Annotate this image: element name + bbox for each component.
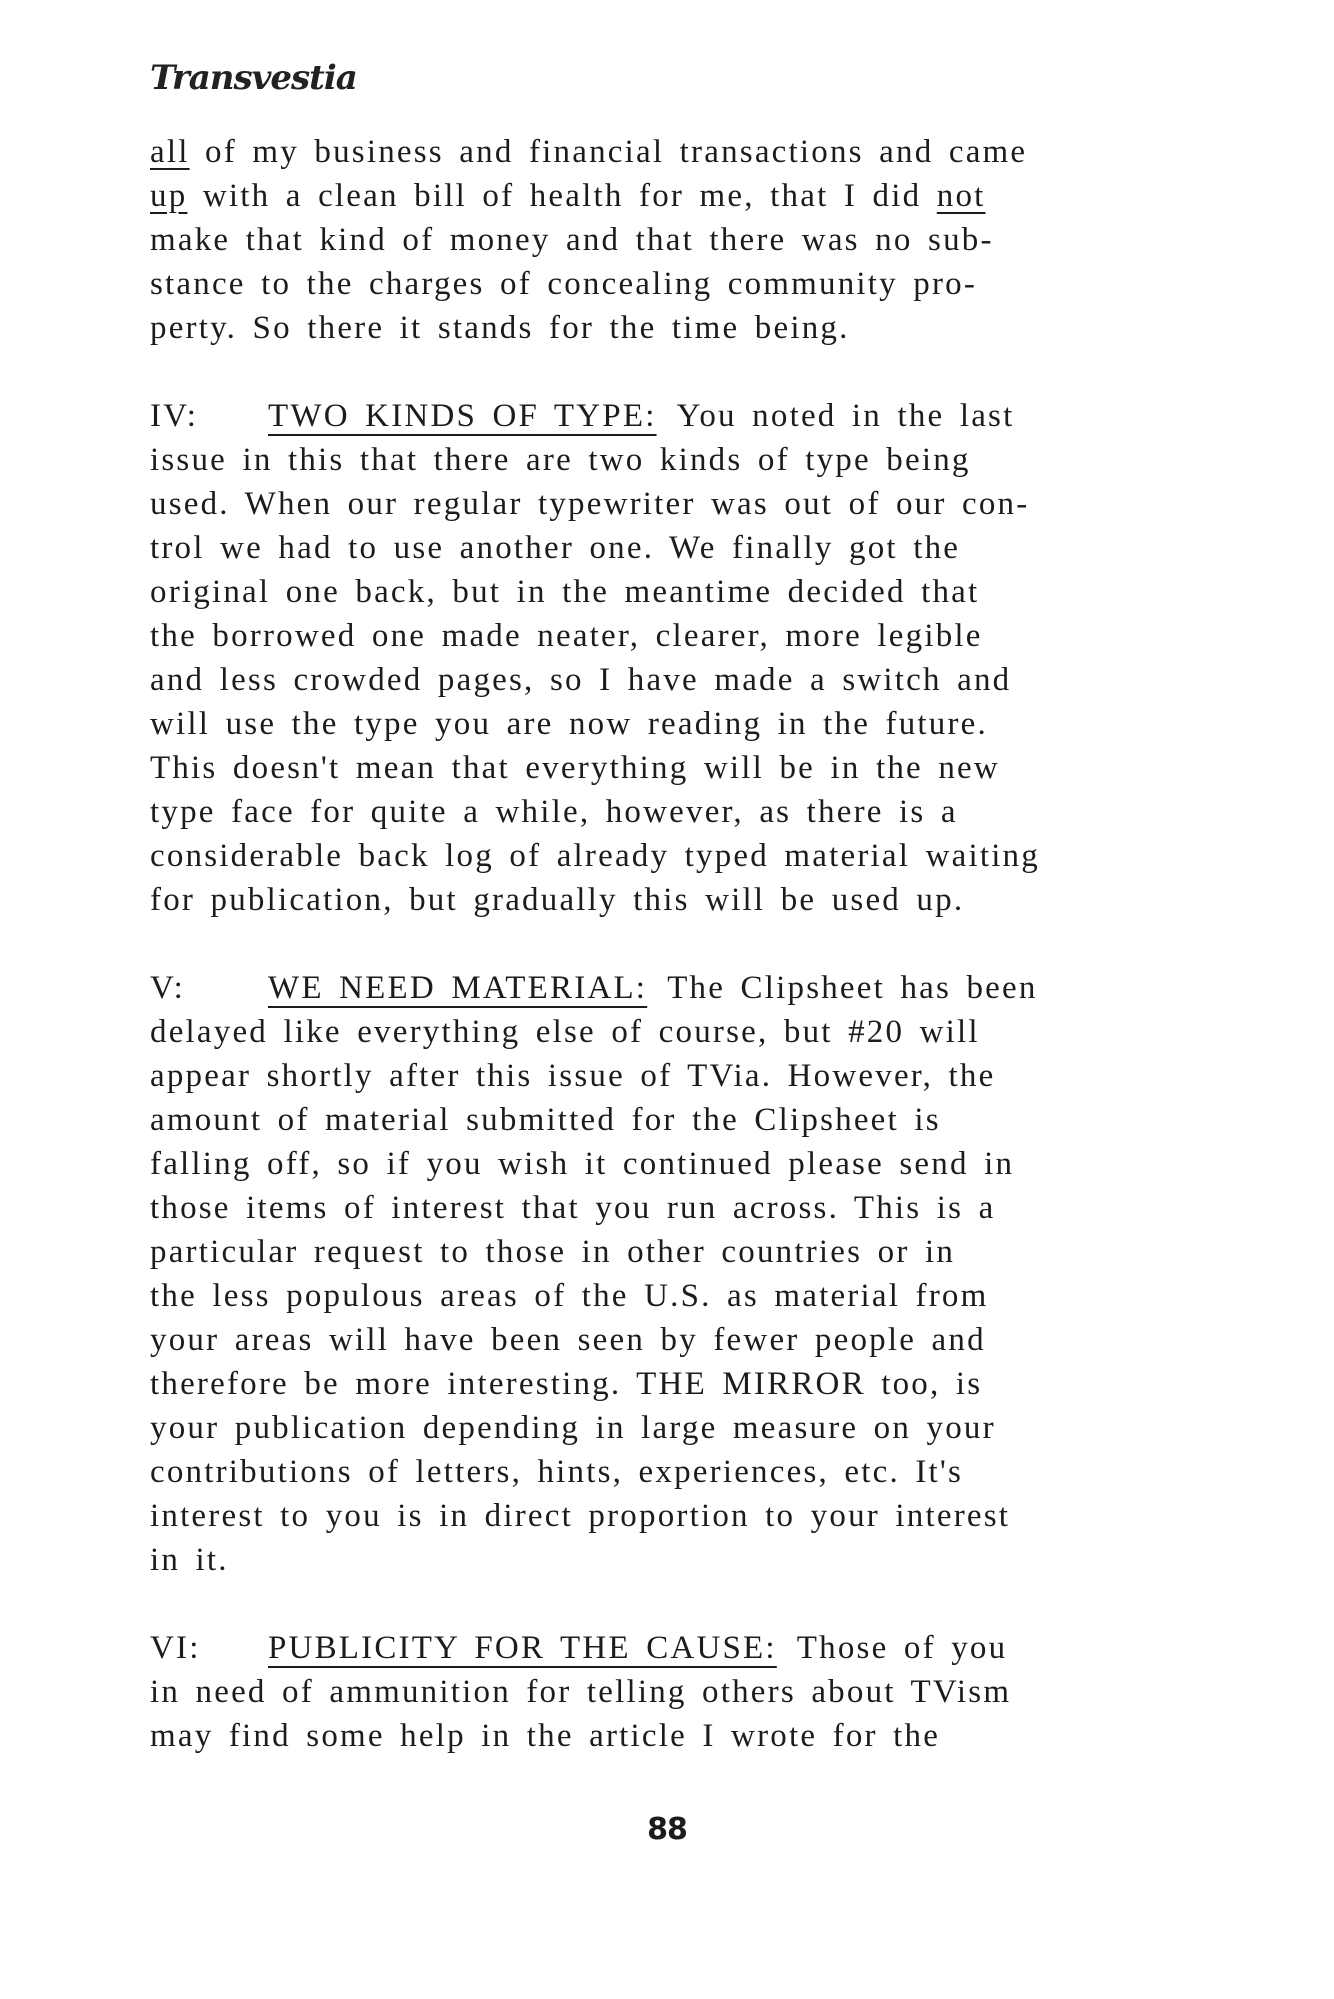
text-line: your publication depending in large measure on your: [150, 1410, 996, 1446]
section-number: VI:: [150, 1630, 201, 1666]
text-line: may find some help in the article I wrote for the: [150, 1718, 941, 1754]
text-line: type face for quite a while, however, as there is a: [150, 794, 958, 830]
text-line: stance to the charges of concealing community pro-: [150, 266, 978, 302]
text-line: This doesn't mean that everything will be in the new: [150, 750, 1000, 786]
masthead-logo: Transvestia: [150, 58, 357, 98]
section-heading: WE NEED MATERIAL:: [268, 970, 648, 1006]
body-text: [150, 130, 1240, 1758]
text-line: in it.: [150, 1542, 229, 1578]
text-line: will use the type you are now reading in the future.: [150, 706, 988, 742]
section-heading: PUBLICITY FOR THE CAUSE:: [268, 1630, 777, 1666]
text-line: used. When our regular typewriter was out of our con-: [150, 486, 1030, 522]
text-line: perty. So there it stands for the time being.: [150, 310, 850, 346]
section-v-first-line: V: WE NEED MATERIAL: The Clipsheet has been: [150, 966, 1240, 1010]
text-line: issue in this that there are two kinds of type being: [150, 442, 971, 478]
text-line: therefore be more interesting. THE MIRROR too, is: [150, 1366, 983, 1402]
section-iv-first-line: IV: TWO KINDS OF TYPE: You noted in the last: [150, 394, 1240, 438]
text-line: the borrowed one made neater, clearer, more legible: [150, 618, 983, 654]
section-number: V:: [150, 970, 185, 1006]
text-line: your areas will have been seen by fewer people and: [150, 1322, 986, 1358]
text-line: up with a clean bill of health for me, that I did not: [150, 178, 986, 214]
text-line: contributions of letters, hints, experiences, etc. It's: [150, 1454, 964, 1490]
text-line: falling off, so if you wish it continued please send in: [150, 1146, 1015, 1182]
text-line: interest to you is in direct proportion to your interest: [150, 1498, 1011, 1534]
section-heading: TWO KINDS OF TYPE:: [268, 398, 657, 434]
text-line: appear shortly after this issue of TVia. However, the: [150, 1058, 996, 1094]
underlined-word: up: [150, 178, 188, 214]
text-line: trol we had to use another one. We finally got the: [150, 530, 961, 566]
text-line: in need of ammunition for telling others about TVism: [150, 1674, 1012, 1710]
text-line: delayed like everything else of course, but #20 will: [150, 1014, 980, 1050]
text-line: make that kind of money and that there was no sub-: [150, 222, 994, 258]
text-line: for publication, but gradually this will be used up.: [150, 882, 965, 918]
section-vi-first-line: VI: PUBLICITY FOR THE CAUSE: Those of you: [150, 1626, 1240, 1670]
page-number: 88: [647, 1812, 687, 1847]
underlined-word: not: [936, 178, 986, 214]
text-line: those items of interest that you run across. This is a: [150, 1190, 996, 1226]
text-line: original one back, but in the meantime decided that: [150, 574, 980, 610]
section-number: IV:: [150, 398, 199, 434]
text-line: all of my business and financial transactions and came: [150, 134, 1028, 170]
text-line: and less crowded pages, so I have made a switch and: [150, 662, 1012, 698]
underlined-word: all: [150, 134, 190, 170]
text-line: particular request to those in other countries or in: [150, 1234, 956, 1270]
text-line: considerable back log of already typed material waiting: [150, 838, 1040, 874]
text-line: amount of material submitted for the Clipsheet is: [150, 1102, 941, 1138]
text-line: the less populous areas of the U.S. as material from: [150, 1278, 989, 1314]
